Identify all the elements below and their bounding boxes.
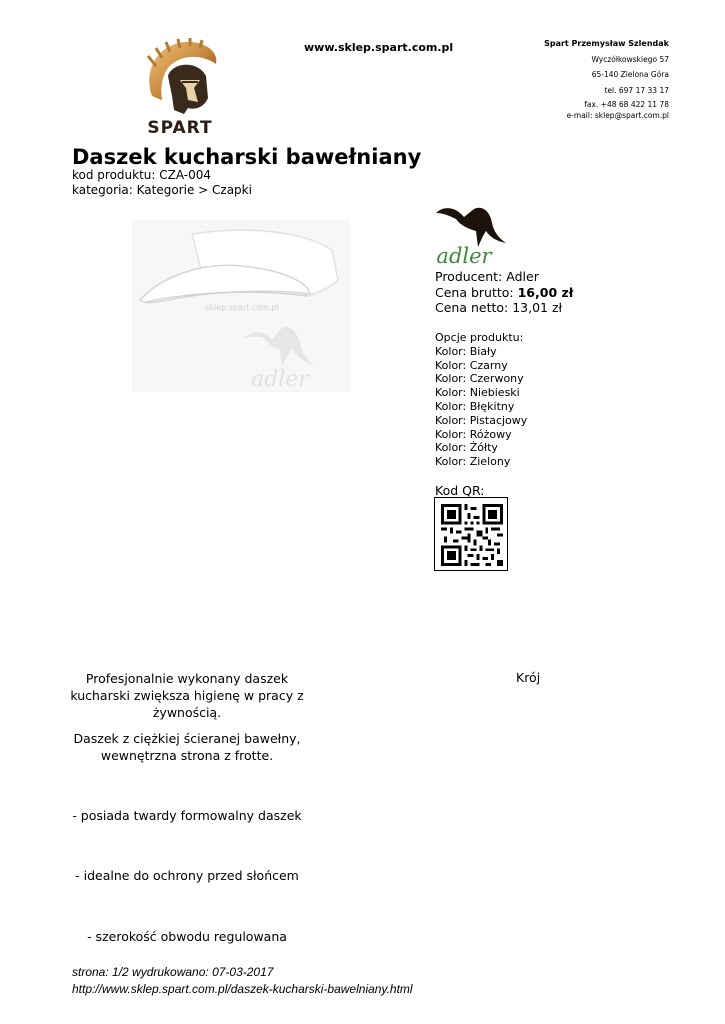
description-bullet-2: - idealne do ochrony przed słońcem [75, 868, 299, 883]
option-item: Kolor: Żółty [435, 441, 498, 455]
price-info [435, 269, 573, 316]
product-category: kategoria: Kategorie > Czapki [72, 183, 252, 197]
spart-logo [132, 36, 228, 138]
qr-label: Kod QR: [435, 483, 485, 498]
adler-logo [434, 203, 510, 267]
image-brand-watermark: adler [251, 367, 309, 392]
option-item: Kolor: Błękitny [435, 399, 515, 413]
company-contact [544, 36, 669, 120]
image-watermark: sklep.spart.com.pl [205, 303, 279, 312]
company-email: e-mail: sklep@spart.com.pl [566, 111, 669, 120]
gross-price [435, 285, 573, 301]
description-bullet-1: - posiada twardy formowalny daszek [72, 808, 302, 823]
options-title: Opcje produktu: [435, 331, 524, 344]
product-options [435, 331, 527, 469]
option-item: Kolor: Czarny [435, 358, 508, 372]
company-name: Spart Przemysław Szlendak [544, 39, 669, 48]
product-image [132, 220, 350, 392]
option-item: Kolor: Różowy [435, 427, 512, 441]
option-item: Kolor: Zielony [435, 455, 511, 469]
option-item: Kolor: Pistacjowy [435, 413, 528, 427]
company-fax: fax. +48 68 422 11 78 [584, 100, 669, 109]
description-paragraph-2: Daszek z ciężkiej ścieranej bawełny, wewnętrzna strona z frotte. [73, 731, 301, 763]
company-phone: tel. 697 17 33 17 [604, 85, 669, 95]
adler-logo-text: adler [436, 244, 492, 267]
net-price: Cena netto: 13,01 zł [435, 300, 563, 315]
gross-price-value: 16,00 zł [517, 284, 574, 300]
gross-price-label: Cena brutto: [435, 284, 518, 300]
qr-code [434, 497, 508, 571]
option-item: Kolor: Niebieski [435, 386, 520, 400]
spart-logo-text: SPART [147, 118, 213, 138]
producer: Producent: Adler [435, 269, 539, 284]
option-item: Kolor: Biały [435, 344, 497, 358]
footer-page-info: strona: 1/2 wydrukowano: 07-03-2017 [72, 965, 274, 979]
footer-url[interactable]: http://www.sklep.spart.com.pl/daszek-kucharski-bawelniany.html [72, 982, 413, 996]
product-title: Daszek kucharski bawełniany [72, 145, 422, 169]
description-paragraph-1: Profesjonalnie wykonany daszek kucharski zwiększa higienę w pracy z żywnością. [70, 671, 304, 720]
option-item: Kolor: Czerwony [435, 372, 524, 386]
product-code: kod produktu: CZA-004 [72, 168, 212, 182]
company-street: Wyczółkowskiego 57 [591, 54, 669, 64]
description-bullet-3: - szerokość obwodu regulowana [87, 929, 287, 944]
product-meta [72, 168, 252, 198]
site-url[interactable]: www.sklep.spart.com.pl [304, 41, 454, 54]
company-city: 65-140 Zielona Góra [591, 70, 669, 79]
cut-label: Krój [516, 670, 541, 685]
